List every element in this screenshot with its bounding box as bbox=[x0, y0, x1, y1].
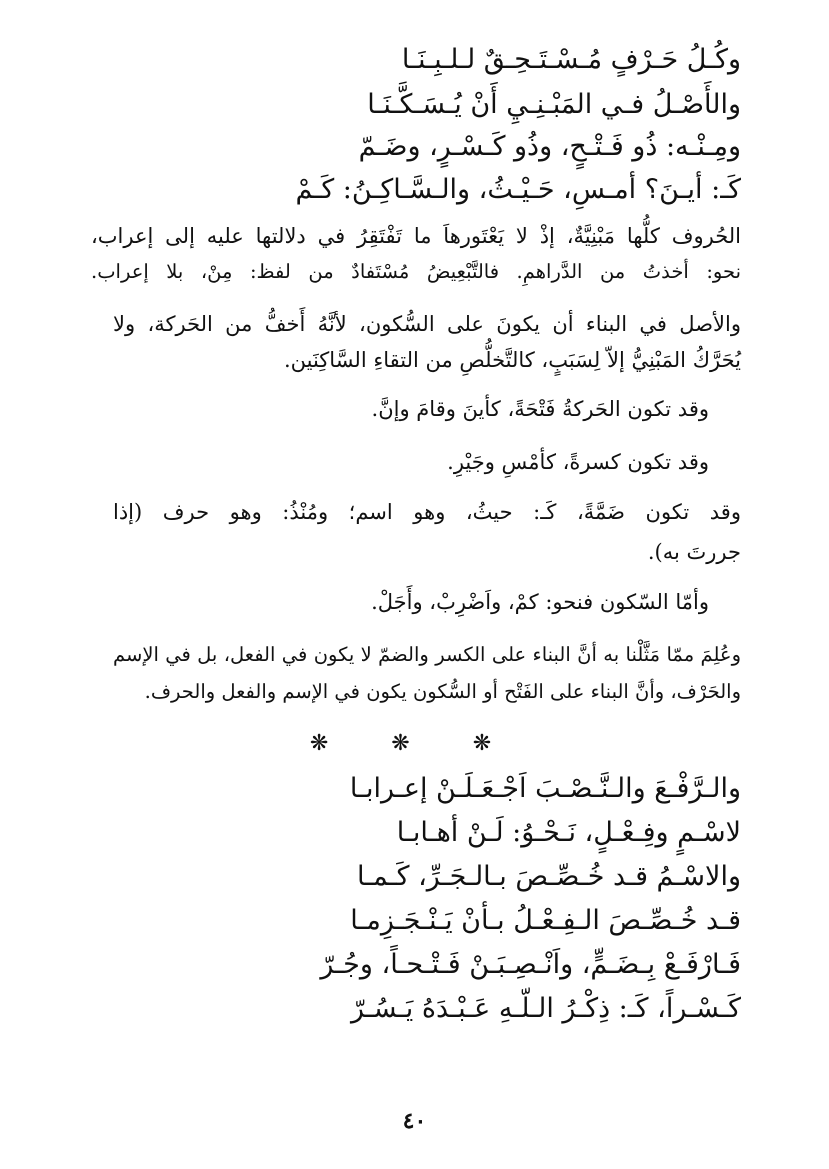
paragraph-line: يُحَرَّكُ المَبْنِيُّ إلاّ لِسَبَبٍ، كالتَّخلُّصِ من التقاءِ السَّاكِنَين. bbox=[283, 348, 741, 372]
verse-line: وكُـلُ حَـرْفٍ مُـسْـتَـحِـقٌ لـلـبِـنَـا bbox=[401, 44, 741, 75]
paragraph-line: وعُلِمَ ممّا مَثَّلْنا به أنَّ البناء على الكسر والضمّ لا يكون في الفعل، بل في الإسم bbox=[113, 643, 741, 666]
verse-line: والأَصْـلُ فـي المَبْـنِـيِ أَنْ يُـسَـكَّـنَـا bbox=[367, 89, 741, 120]
paragraph-line: وأمّا السّكون فنحو: كمْ، واَضْرِبْ، وأَجَلْ. bbox=[371, 590, 709, 614]
page-number: ٤٠ bbox=[402, 1108, 427, 1134]
paragraph-line: والحَرْف، وأنَّ البناء على الفَتْح أو السُّكون يكون في الإسم والفعل والحرف. bbox=[144, 680, 741, 703]
verse-line: فَـارْفَـعْ بِـضَـمٍّ، واَنْـصِـبَـنْ فَـتْـحـاً، وجُـرّ bbox=[320, 949, 741, 980]
verse-line: ومِـنْـه: ذُو فَـتْـحٍ، وذُو كَـسْـرٍ، وضَـمّ bbox=[358, 131, 741, 162]
verse-line: والاسْـمُ قـد خُـصِّـصَ بـالـجَـرِّ، كَـمـا bbox=[356, 861, 741, 892]
paragraph-line: وقد تكون ضَمَّةً، كَـ: حيثُ، وهو اسم؛ ومُنْذُ: وهو حرف (إذا bbox=[113, 500, 741, 524]
section-separator: ❋ ❋ ❋ bbox=[309, 731, 520, 756]
paragraph-line: وقد تكون كسرةً، كأمْسِ وجَيْرِ. bbox=[447, 450, 709, 474]
verse-line: والـرَّفْـعَ والـنَّـصْـبَ اَجْـعَـلَـنْ إعـرابـا bbox=[349, 773, 741, 804]
paragraph-line: وقد تكون الحَركةُ فَتْحَةً، كأينَ وقامَ وإنَّ. bbox=[371, 397, 709, 421]
verse-line: كَـ: أيـنَ؟ أمـسِ، حَـيْـثُ، والـسَّـاكِـنُ: كَـمْ bbox=[295, 174, 741, 205]
paragraph-line: نحو: أخذتُ من الدَّراهمِ. فالتَّبْعِيضُ مُسْتَفادٌ من لفظ: مِنْ، بلا إعراب. bbox=[91, 260, 741, 283]
paragraph-line: الحُروف كلُّها مَبْنِيَّةٌ، إذْ لا يَعْتَورهاَ ما تَفْتَقِرُ في دلالتها عليه إلى إعراب، bbox=[91, 224, 741, 248]
paragraph-line: جررتَ به). bbox=[647, 540, 741, 564]
verse-line: كَـسْـراً، كَـ: ذِكْـرُ الـلّـهِ عَـبْـدَهُ يَـسُـرّ bbox=[350, 993, 741, 1024]
verse-line: لاسْـمٍ وفِـعْـلٍ، نَـحْـوُ: لَـنْ أهـابـا bbox=[396, 817, 741, 848]
verse-line: قـد خُـصِّـصَ الـفِـعْـلُ بـأنْ يَـنْـجَـزِمـا bbox=[350, 905, 741, 936]
paragraph-line: والأصل في البناء أن يكونَ على السُّكون، لأنَّهُ أَخفُّ من الحَركة، ولا bbox=[113, 312, 741, 336]
